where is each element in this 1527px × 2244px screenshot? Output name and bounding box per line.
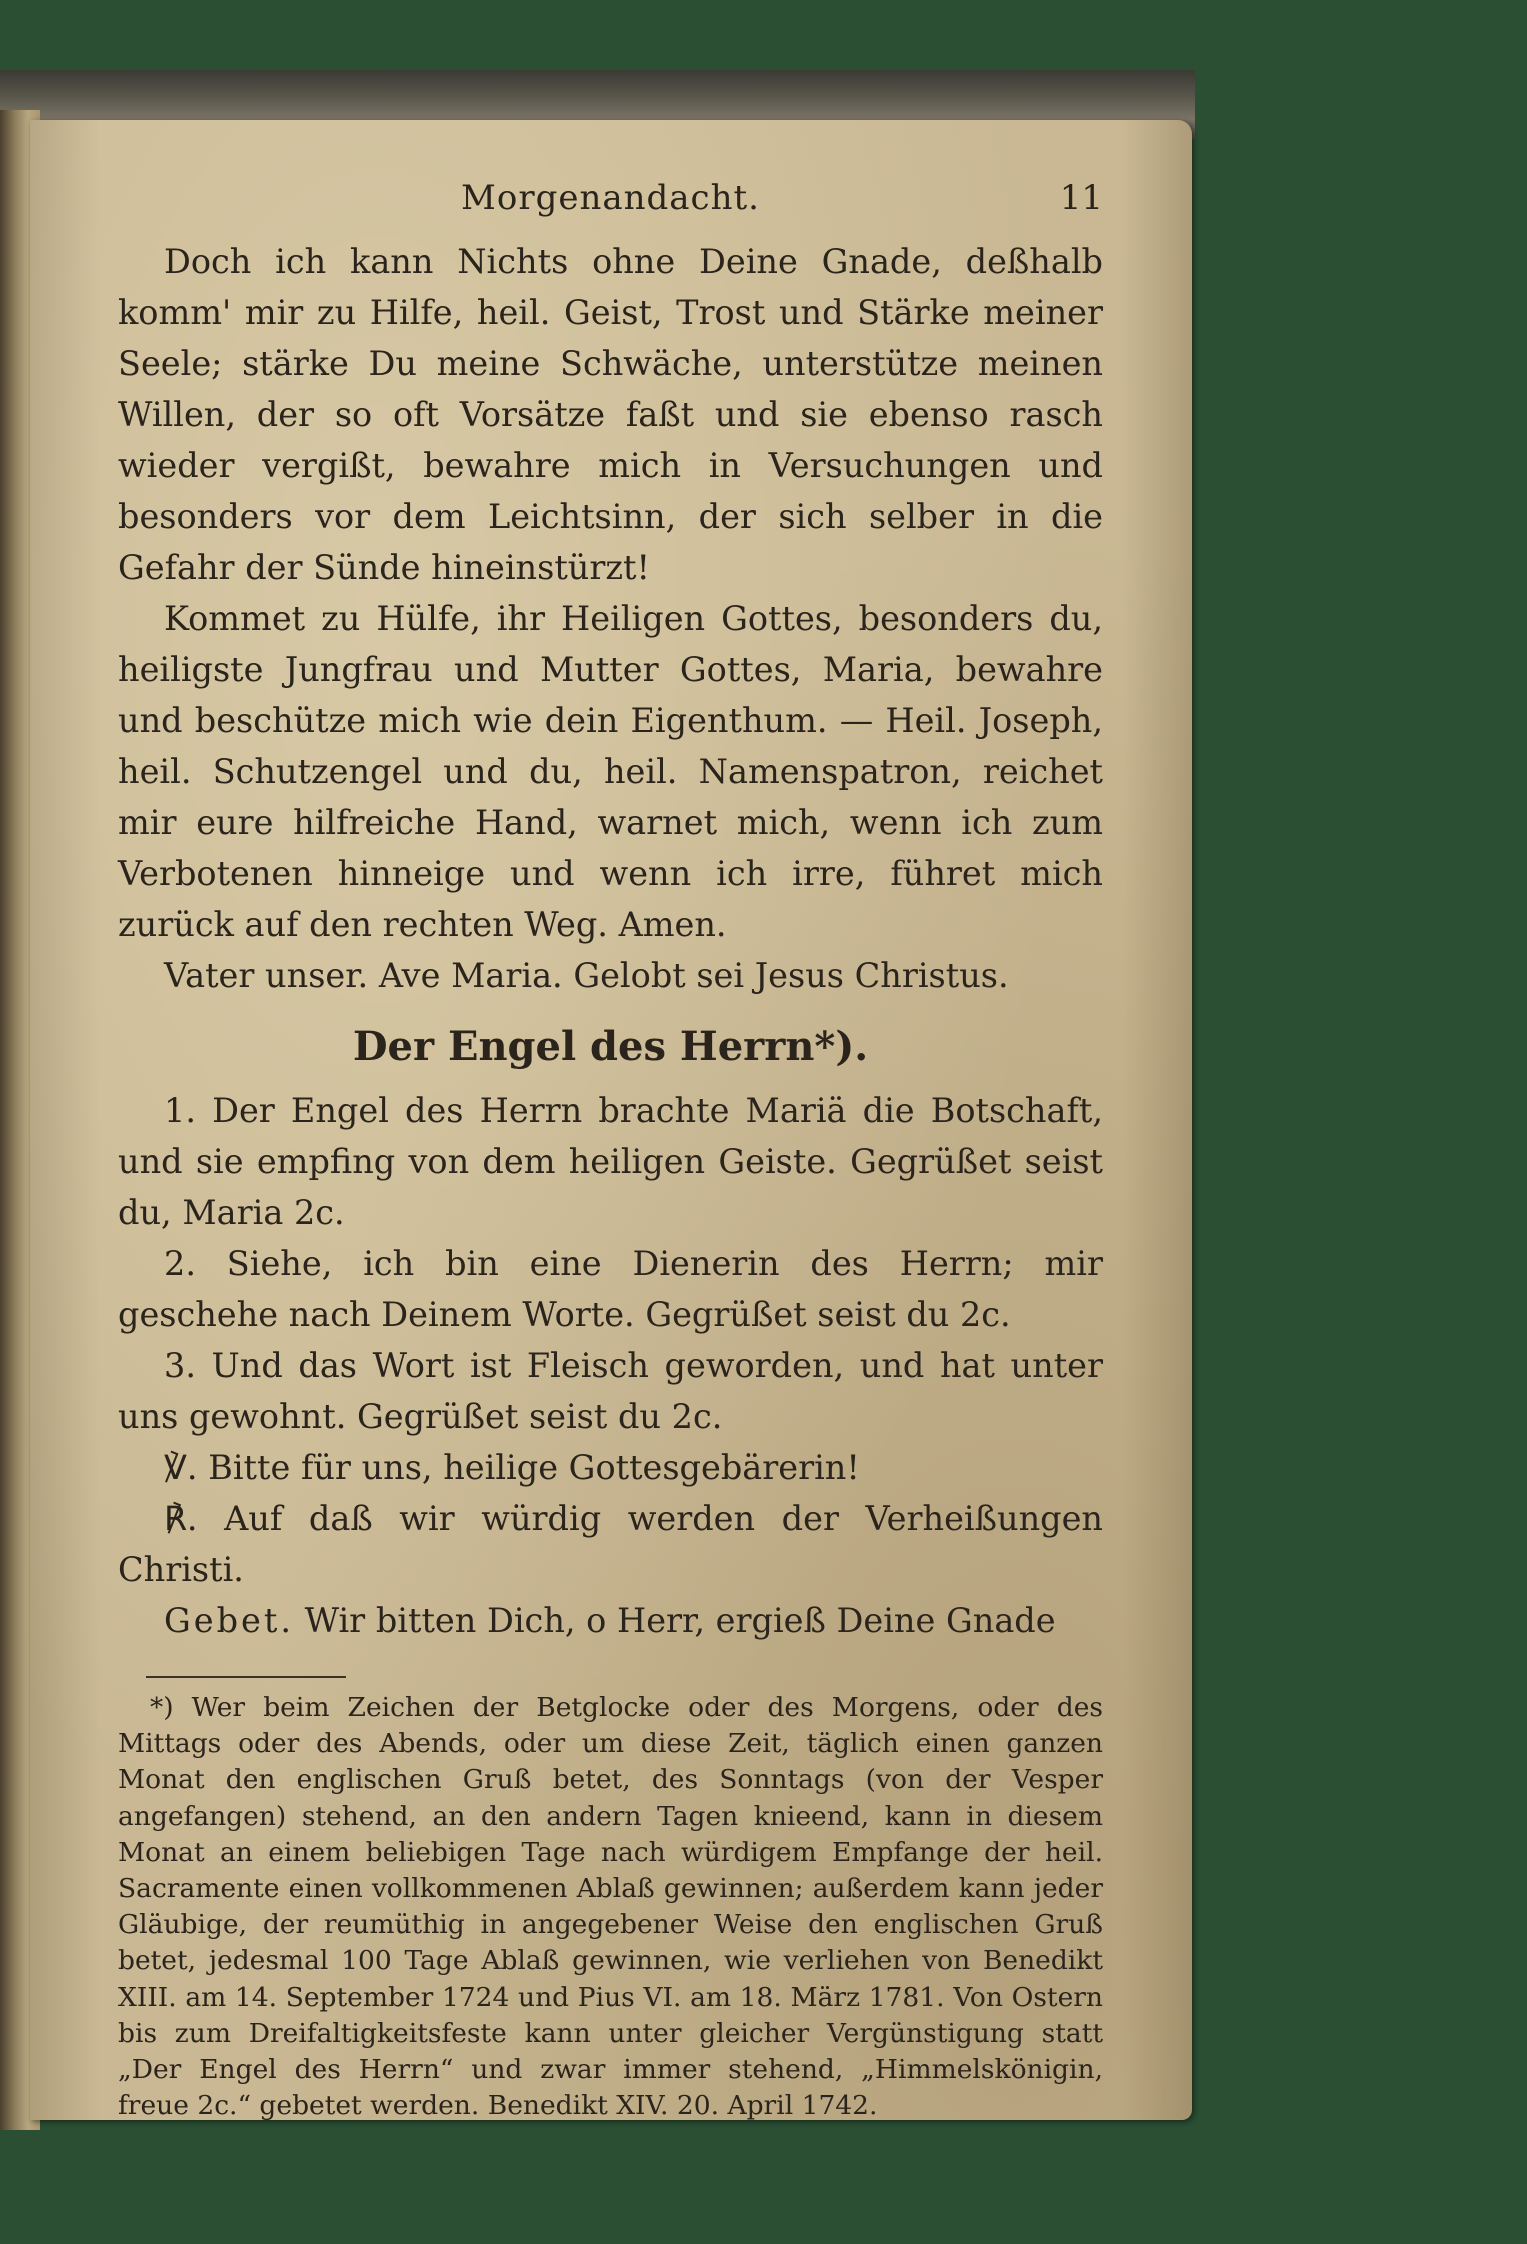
footnote-rule: [146, 1676, 346, 1678]
section-heading: Der Engel des Herrn*).: [352, 1023, 869, 1070]
paragraph-closing-prayers: Vater unser. Ave Maria. Gelobt sei Jesus Christus.: [164, 956, 1009, 995]
verse-3: 3. Und das Wort ist Fleisch geworden, und hat unter uns gewohnt. Gegrüßet seist du 2c.: [118, 1346, 1103, 1436]
verse-2: 2. Siehe, ich bin eine Dienerin des Herrn; mir geschehe nach Deinem Worte. Gegrüßet seist du 2c.: [118, 1244, 1103, 1334]
page-content: [118, 178, 1103, 2124]
prayer-label: Gebet.: [164, 1601, 294, 1640]
versicle: ℣. Bitte für uns, heilige Gottesgebärerin!: [164, 1448, 860, 1487]
running-title: Morgenandacht.: [461, 178, 760, 218]
footnote: *) Wer beim Zeichen der Betglocke oder des Morgens, oder des Mittags oder des Abends, oder um diese Zeit, täglich einen ganzen Monat den englischen Gruß betet, des Sonntags (von der Vesper angefangen) stehend, an den andern Tagen knieend, kann in diesem Monat an einem beliebigen Tage nach würdigem Empfange der heil. Sacramente einen vollkommenen Ablaß gewinnen; außerdem kann jeder Gläubige, der reumüthig in angegebener Weise den englischen Gruß betet, jedesmal 100 Tage Ablaß gewinnen, wie verliehen von Benedikt XIII. am 14. September 1724 und Pius VI. am 18. März 1781. Von Ostern bis zum Dreifaltigkeitsfeste kann unter gleicher Vergünstigung statt „Der Engel des Herrn“ und zwar immer stehend, „Himmelskönigin, freue 2c.“ gebetet werden. Benedikt XIV. 20. April 1742.: [118, 1692, 1103, 2122]
prayer-text: Wir bitten Dich, o Herr, ergieß Deine Gnade: [304, 1601, 1056, 1640]
prayer-line: [118, 1595, 1103, 1646]
verse-1: 1. Der Engel des Herrn brachte Mariä die Botschaft, und sie empfing von dem heiligen Geiste. Gegrüßet seist du, Maria 2c.: [118, 1091, 1103, 1232]
response: ℟. Auf daß wir würdig werden der Verheißungen Christi.: [118, 1499, 1103, 1589]
page-header: [118, 178, 1103, 236]
paragraph-saints-invocation: Kommet zu Hülfe, ihr Heiligen Gottes, besonders du, heiligste Jungfrau und Mutter Gottes, Maria, bewahre und beschütze mich wie dein Eigenthum. — Heil. Joseph, heil. Schutzengel und du, heil. Namenspatron, reichet mir eure hilfreiche Hand, warnet mich, wenn ich zum Verbotenen hinneige und wenn ich irre, führet mich zurück auf den rechten Weg. Amen.: [118, 599, 1103, 944]
paragraph-plea-for-grace: Doch ich kann Nichts ohne Deine Gnade, deßhalb komm' mir zu Hilfe, heil. Geist, Trost und Stärke meiner Seele; stärke Du meine Schwäche, unterstütze meinen Willen, der so oft Vorsätze faßt und sie ebenso rasch wieder vergißt, bewahre mich in Versuchungen und besonders vor dem Leichtsinn, der sich selber in die Gefahr der Sünde hineinstürzt!: [118, 242, 1103, 587]
page-number: 11: [1059, 178, 1103, 218]
